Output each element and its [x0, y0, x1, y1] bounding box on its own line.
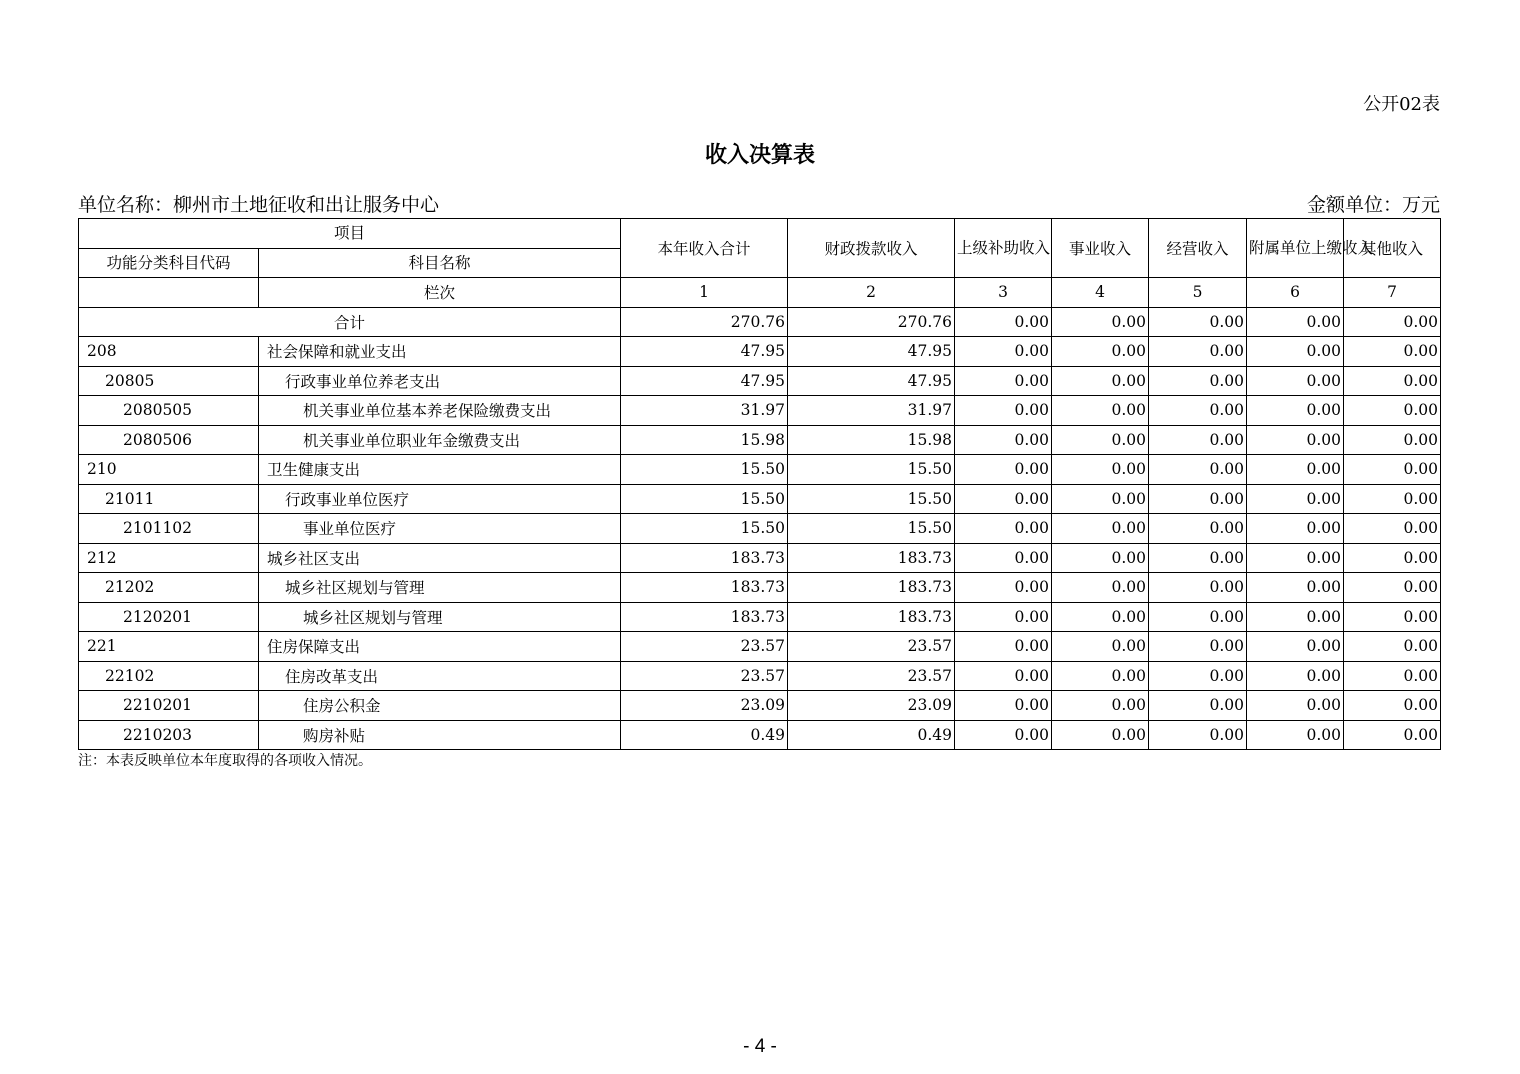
row-code: 2080505 — [79, 396, 259, 426]
row-value: 0.00 — [955, 632, 1052, 662]
header-row-1 — [79, 219, 1441, 249]
row-value: 0.49 — [621, 720, 788, 750]
header-item: 项目 — [79, 219, 621, 249]
row-value: 0.00 — [1149, 514, 1247, 544]
form-code: 公开02表 — [1363, 94, 1440, 115]
row-value: 0.00 — [1247, 514, 1344, 544]
header-total-income: 本年收入合计 — [621, 219, 788, 278]
table-row — [79, 602, 1441, 632]
row-value: 0.00 — [1344, 484, 1441, 514]
row-value: 31.97 — [621, 396, 788, 426]
row-value: 0.00 — [1149, 396, 1247, 426]
total-value: 270.76 — [788, 307, 955, 337]
row-value: 0.00 — [1247, 691, 1344, 721]
total-value: 270.76 — [621, 307, 788, 337]
row-value: 15.50 — [621, 514, 788, 544]
row-value: 0.00 — [1247, 632, 1344, 662]
table-row — [79, 366, 1441, 396]
row-value: 15.98 — [788, 425, 955, 455]
row-value: 0.00 — [955, 543, 1052, 573]
row-name: 卫生健康支出 — [259, 455, 621, 485]
table-row — [79, 514, 1441, 544]
row-value: 0.00 — [1247, 720, 1344, 750]
table-row — [79, 573, 1441, 603]
page-title: 收入决算表 — [704, 142, 815, 168]
row-value: 0.00 — [1247, 425, 1344, 455]
row-value: 0.00 — [1149, 337, 1247, 367]
header-business: 事业收入 — [1052, 219, 1149, 278]
row-name: 住房改革支出 — [259, 661, 621, 691]
header-operation: 经营收入 — [1149, 219, 1247, 278]
column-number: 4 — [1052, 278, 1149, 308]
table-row — [79, 455, 1441, 485]
header-name: 科目名称 — [259, 248, 621, 278]
amount-unit: 金额单位：万元 — [1306, 194, 1440, 216]
row-value: 15.50 — [621, 455, 788, 485]
row-name: 住房保障支出 — [259, 632, 621, 662]
row-value: 23.09 — [788, 691, 955, 721]
row-value: 0.00 — [1149, 573, 1247, 603]
row-value: 0.00 — [955, 691, 1052, 721]
row-code: 22102 — [79, 661, 259, 691]
row-value: 183.73 — [788, 602, 955, 632]
table-row — [79, 661, 1441, 691]
row-value: 23.09 — [621, 691, 788, 721]
row-value: 0.00 — [1149, 366, 1247, 396]
row-code: 21202 — [79, 573, 259, 603]
row-code: 208 — [79, 337, 259, 367]
page-number: - 4 - — [743, 1036, 777, 1057]
row-value: 23.57 — [788, 661, 955, 691]
header-affiliated: 附属单位上缴收入 — [1247, 219, 1344, 278]
row-value: 0.00 — [1344, 396, 1441, 426]
row-value: 0.00 — [1344, 425, 1441, 455]
row-value: 0.00 — [955, 337, 1052, 367]
row-value: 0.00 — [1052, 514, 1149, 544]
row-name: 机关事业单位职业年金缴费支出 — [259, 425, 621, 455]
row-value: 0.00 — [955, 573, 1052, 603]
row-value: 0.00 — [1344, 514, 1441, 544]
header-other: 其他收入 — [1344, 219, 1441, 278]
row-value: 0.00 — [955, 396, 1052, 426]
row-value: 0.00 — [955, 602, 1052, 632]
unit-line — [78, 190, 1440, 217]
row-value: 0.00 — [1344, 337, 1441, 367]
header-fiscal: 财政拨款收入 — [788, 219, 955, 278]
row-value: 0.00 — [1247, 602, 1344, 632]
row-value: 47.95 — [788, 337, 955, 367]
row-value: 0.00 — [1149, 602, 1247, 632]
row-value: 0.00 — [955, 455, 1052, 485]
row-name: 机关事业单位基本养老保险缴费支出 — [259, 396, 621, 426]
header-code: 功能分类科目代码 — [79, 248, 259, 278]
row-name: 城乡社区支出 — [259, 543, 621, 573]
row-value: 0.00 — [1247, 543, 1344, 573]
row-value: 0.00 — [1149, 455, 1247, 485]
row-code: 21011 — [79, 484, 259, 514]
total-row — [79, 307, 1441, 337]
row-code: 2210203 — [79, 720, 259, 750]
row-value: 15.50 — [788, 484, 955, 514]
row-value: 0.00 — [1344, 661, 1441, 691]
row-value: 0.00 — [1149, 543, 1247, 573]
row-name: 城乡社区规划与管理 — [259, 602, 621, 632]
row-value: 0.00 — [1149, 720, 1247, 750]
row-value: 0.00 — [955, 661, 1052, 691]
column-number: 1 — [621, 278, 788, 308]
row-value: 183.73 — [621, 573, 788, 603]
row-value: 47.95 — [621, 337, 788, 367]
row-value: 183.73 — [621, 602, 788, 632]
row-name: 购房补贴 — [259, 720, 621, 750]
row-value: 0.00 — [1052, 455, 1149, 485]
row-value: 183.73 — [788, 543, 955, 573]
column-number-blank — [79, 278, 259, 308]
row-value: 0.00 — [1052, 396, 1149, 426]
table-note: 注：本表反映单位本年度取得的各项收入情况。 — [78, 753, 372, 769]
column-number-row — [79, 278, 1441, 308]
table-row — [79, 720, 1441, 750]
row-code: 212 — [79, 543, 259, 573]
row-value: 23.57 — [621, 661, 788, 691]
header-superior-subsidy: 上级补助收入 — [955, 219, 1052, 278]
row-value: 0.00 — [1052, 691, 1149, 721]
total-value: 0.00 — [955, 307, 1052, 337]
row-value: 0.00 — [1052, 720, 1149, 750]
row-code: 210 — [79, 455, 259, 485]
row-name: 事业单位医疗 — [259, 514, 621, 544]
row-value: 15.50 — [788, 455, 955, 485]
total-value: 0.00 — [1344, 307, 1441, 337]
row-value: 0.00 — [1052, 366, 1149, 396]
row-value: 0.00 — [1149, 632, 1247, 662]
row-value: 0.00 — [1052, 484, 1149, 514]
row-value: 0.00 — [1052, 661, 1149, 691]
row-code: 20805 — [79, 366, 259, 396]
row-name: 行政事业单位养老支出 — [259, 366, 621, 396]
income-table — [78, 218, 1441, 750]
row-value: 0.00 — [1052, 543, 1149, 573]
column-number: 3 — [955, 278, 1052, 308]
row-value: 15.50 — [621, 484, 788, 514]
column-number: 6 — [1247, 278, 1344, 308]
row-value: 0.00 — [1052, 632, 1149, 662]
row-value: 23.57 — [788, 632, 955, 662]
unit-name: 单位名称：柳州市土地征收和出让服务中心 — [78, 194, 440, 216]
row-value: 0.00 — [1344, 543, 1441, 573]
row-value: 0.00 — [1149, 484, 1247, 514]
row-value: 0.00 — [1149, 661, 1247, 691]
row-name: 行政事业单位医疗 — [259, 484, 621, 514]
row-code: 221 — [79, 632, 259, 662]
total-value: 0.00 — [1247, 307, 1344, 337]
row-code: 2080506 — [79, 425, 259, 455]
column-number: 2 — [788, 278, 955, 308]
row-value: 47.95 — [621, 366, 788, 396]
row-value: 23.57 — [621, 632, 788, 662]
row-value: 15.50 — [788, 514, 955, 544]
row-value: 0.00 — [1247, 366, 1344, 396]
row-code: 2101102 — [79, 514, 259, 544]
table-body — [79, 337, 1441, 750]
row-name: 住房公积金 — [259, 691, 621, 721]
column-number: 7 — [1344, 278, 1441, 308]
table-row — [79, 484, 1441, 514]
row-code: 2210201 — [79, 691, 259, 721]
total-label: 合计 — [79, 307, 621, 337]
table-row — [79, 543, 1441, 573]
row-value: 0.00 — [1344, 691, 1441, 721]
total-value: 0.00 — [1149, 307, 1247, 337]
table-row — [79, 396, 1441, 426]
table-row — [79, 425, 1441, 455]
table-row — [79, 691, 1441, 721]
row-value: 0.49 — [788, 720, 955, 750]
row-value: 0.00 — [1247, 455, 1344, 485]
row-value: 0.00 — [1344, 720, 1441, 750]
row-value: 0.00 — [955, 366, 1052, 396]
row-value: 0.00 — [1344, 573, 1441, 603]
row-value: 0.00 — [1149, 691, 1247, 721]
column-number-label: 栏次 — [259, 278, 621, 308]
row-value: 0.00 — [1149, 425, 1247, 455]
table-row — [79, 632, 1441, 662]
column-number: 5 — [1149, 278, 1247, 308]
row-value: 15.98 — [621, 425, 788, 455]
row-code: 2120201 — [79, 602, 259, 632]
row-value: 0.00 — [1344, 455, 1441, 485]
row-value: 0.00 — [1052, 337, 1149, 367]
row-value: 0.00 — [1052, 425, 1149, 455]
row-value: 0.00 — [1052, 573, 1149, 603]
total-value: 0.00 — [1052, 307, 1149, 337]
row-value: 0.00 — [1344, 632, 1441, 662]
row-value: 0.00 — [955, 720, 1052, 750]
row-name: 社会保障和就业支出 — [259, 337, 621, 367]
row-name: 城乡社区规划与管理 — [259, 573, 621, 603]
row-value: 0.00 — [1344, 366, 1441, 396]
row-value: 0.00 — [1247, 396, 1344, 426]
row-value: 0.00 — [955, 425, 1052, 455]
row-value: 0.00 — [955, 514, 1052, 544]
row-value: 0.00 — [1052, 602, 1149, 632]
row-value: 0.00 — [1247, 337, 1344, 367]
row-value: 183.73 — [621, 543, 788, 573]
row-value: 0.00 — [1247, 573, 1344, 603]
row-value: 0.00 — [1247, 661, 1344, 691]
row-value: 0.00 — [1344, 602, 1441, 632]
row-value: 183.73 — [788, 573, 955, 603]
row-value: 31.97 — [788, 396, 955, 426]
table-row — [79, 337, 1441, 367]
row-value: 47.95 — [788, 366, 955, 396]
row-value: 0.00 — [955, 484, 1052, 514]
row-value: 0.00 — [1247, 484, 1344, 514]
